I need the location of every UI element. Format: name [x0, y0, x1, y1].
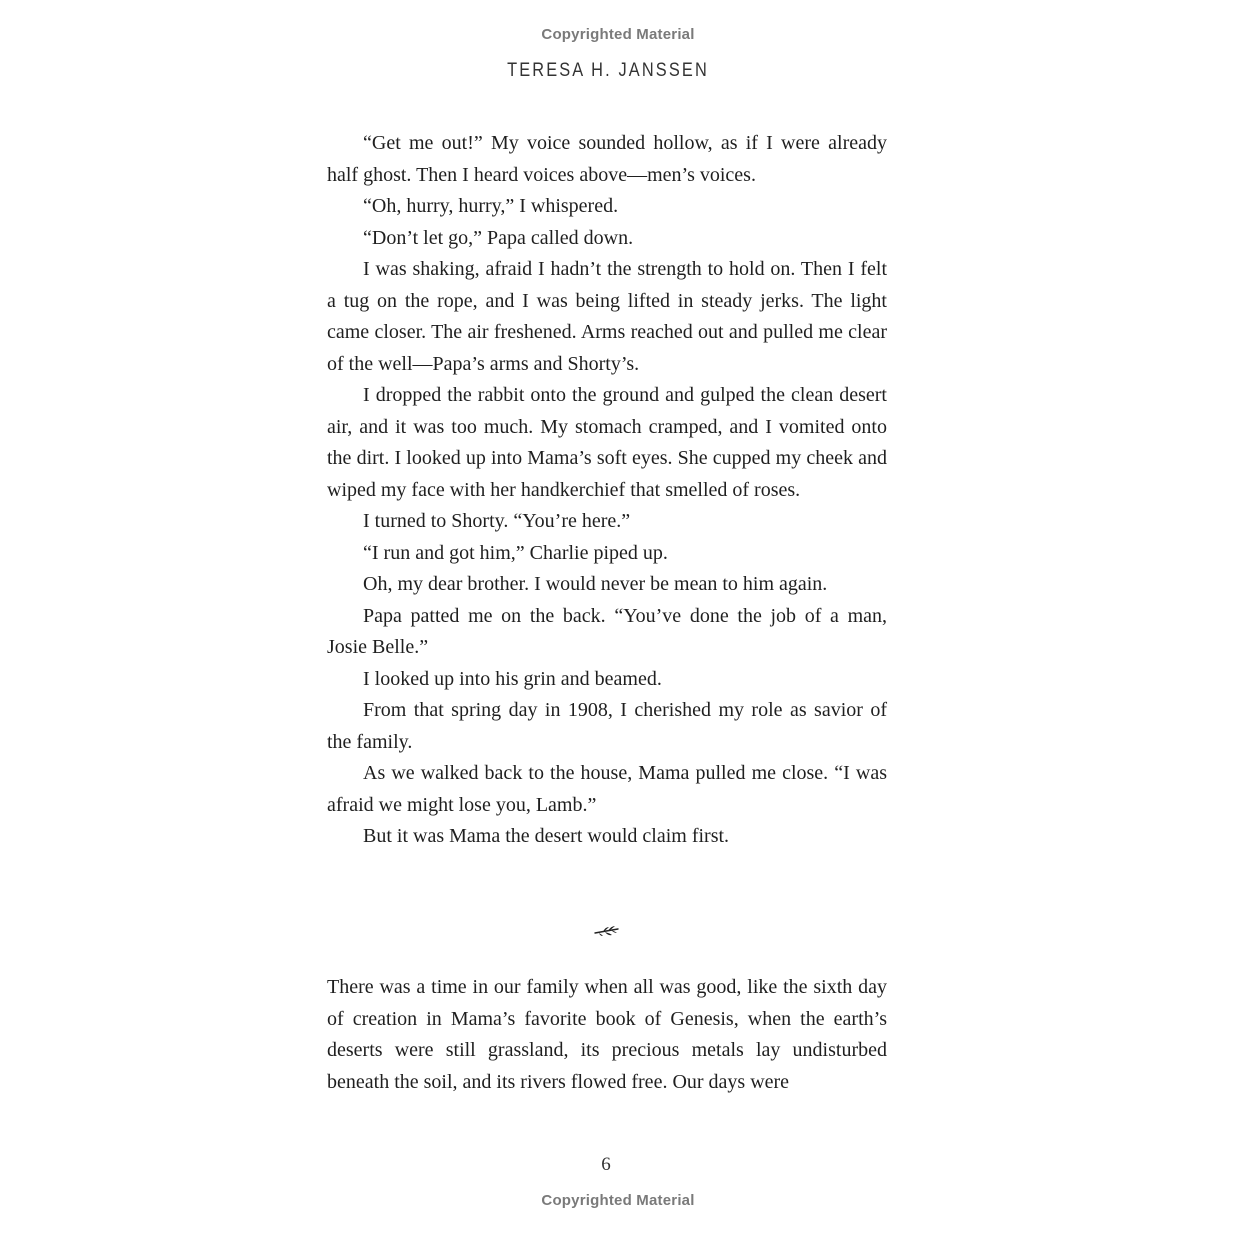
paragraph: I dropped the rabbit onto the ground and gulped the clean desert air, and it was too much. My stomach cramped, and I vomited onto the dirt. I looked up into Mama’s soft eyes. She cupped my cheek and wiped my face with her handkerchief that smelled of roses. — [327, 384, 887, 501]
page-number: 6 — [601, 1154, 611, 1175]
paragraph: “Oh, hurry, hurry,” I whispered. — [363, 195, 619, 217]
paragraph: Oh, my dear brother. I would never be mean to him again. — [363, 573, 828, 595]
paragraph: “Get me out!” My voice sounded hollow, as if I were already half ghost. Then I heard voices above—men’s voices. — [327, 132, 887, 186]
body-text — [327, 128, 887, 853]
section-opening-paragraph: There was a time in our family when all was good, like the sixth day of creation in Mama’s favorite book of Genesis, when the earth’s deserts were still grassland, its precious metals lay undisturbed beneath the soil, and its rivers flowed free. Our days were — [327, 976, 887, 1093]
paragraph: I turned to Shorty. “You’re here.” — [363, 510, 631, 532]
paragraph: “I run and got him,” Charlie piped up. — [363, 541, 668, 564]
copyright-notice-bottom: Copyrighted Material — [541, 1192, 695, 1209]
copyright-notice-top: Copyrighted Material — [541, 26, 695, 43]
paragraph: But it was Mama the desert would claim first. — [363, 825, 730, 847]
paragraph: “Don’t let go,” Papa called down. — [363, 226, 634, 249]
paragraph: I looked up into his grin and beamed. — [363, 667, 662, 690]
paragraph: As we walked back to the house, Mama pulled me close. “I was afraid we might lose you, Lamb.” — [327, 762, 887, 816]
section-break-sprig-icon — [590, 922, 622, 942]
paragraph: Papa patted me on the back. “You’ve done the job of a man, Josie Belle.” — [327, 604, 887, 658]
paragraph: From that spring day in 1908, I cherished my role as savior of the family. — [327, 699, 887, 753]
running-head-author: TERESA H. JANSSEN — [507, 60, 709, 81]
section-text — [327, 972, 887, 1098]
paragraph: I was shaking, afraid I hadn’t the strength to hold on. Then I felt a tug on the rope, and I was being lifted in steady jerks. The light came closer. The air freshened. Arms reached out and pulled me clear of the well—Papa’s arms and Shorty’s. — [327, 258, 887, 375]
